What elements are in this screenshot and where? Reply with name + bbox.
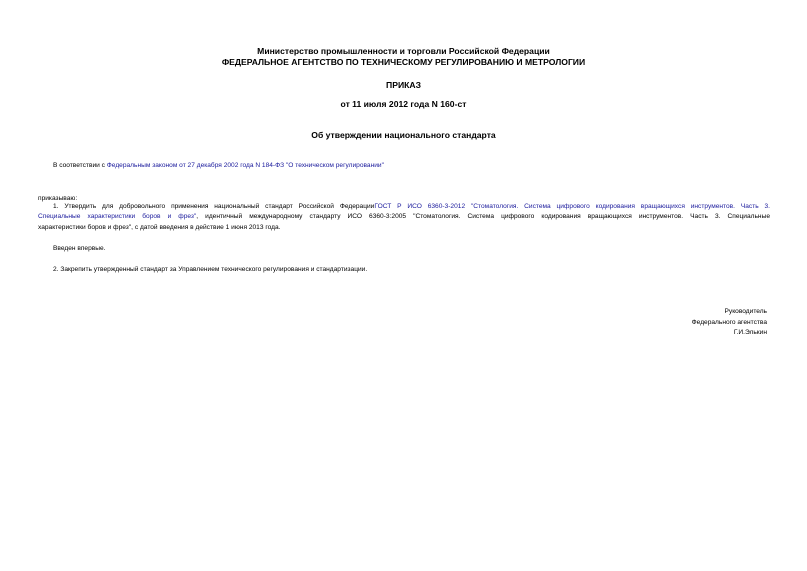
order-word: приказываю:: [38, 195, 78, 202]
signature-title-1: Руководитель: [724, 308, 767, 315]
item1-text-continued: , идентичный международному стандарту ИСО 6360-3:2005 "Стоматология. Система цифрового кодирования вращающихся инструментов. Часть 3. Специальные: [196, 213, 770, 220]
ministry-title: Министерство промышленности и торговли Российской Федерации: [257, 46, 550, 56]
federal-law-link[interactable]: Федеральным законом от 27 декабря 2002 года N 184-ФЗ "О техническом регулировании": [106, 162, 384, 169]
gost-link-continued[interactable]: Специальные характеристики боров и фрез": [38, 213, 197, 220]
basis-paragraph: [53, 161, 384, 172]
document-date-number: от 11 июля 2012 года N 160-ст: [340, 99, 467, 109]
item1-text: 1. Утвердить для добровольного применения национальный стандарт Российской Федерации: [53, 203, 375, 210]
item2-paragraph: 2. Закрепить утвержденный стандарт за Управлением технического регулирования и стандартизации.: [53, 266, 368, 273]
item1-line3: характеристики боров и фрез", с датой введения в действие 1 июня 2013 года.: [38, 224, 281, 231]
document-type: ПРИКАЗ: [386, 80, 421, 90]
document-subject: Об утверждении национального стандарта: [311, 130, 496, 140]
gost-link[interactable]: ГОСТ Р ИСО 6360-3-2012 "Стоматология. Система цифрового кодирования вращающихся инструментов. Часть 3.: [374, 203, 770, 210]
basis-prefix: В соответствии с: [53, 162, 107, 169]
signature-name: Г.И.Элькин: [733, 329, 767, 336]
introduced-note: Введен впервые.: [53, 245, 106, 252]
item1-line2: [38, 212, 770, 223]
agency-title: ФЕДЕРАЛЬНОЕ АГЕНТСТВО ПО ТЕХНИЧЕСКОМУ РЕГУЛИРОВАНИЮ И МЕТРОЛОГИИ: [221, 57, 586, 67]
signature-title-2: Федерального агентства: [691, 319, 767, 326]
item1-line1: [53, 202, 770, 213]
